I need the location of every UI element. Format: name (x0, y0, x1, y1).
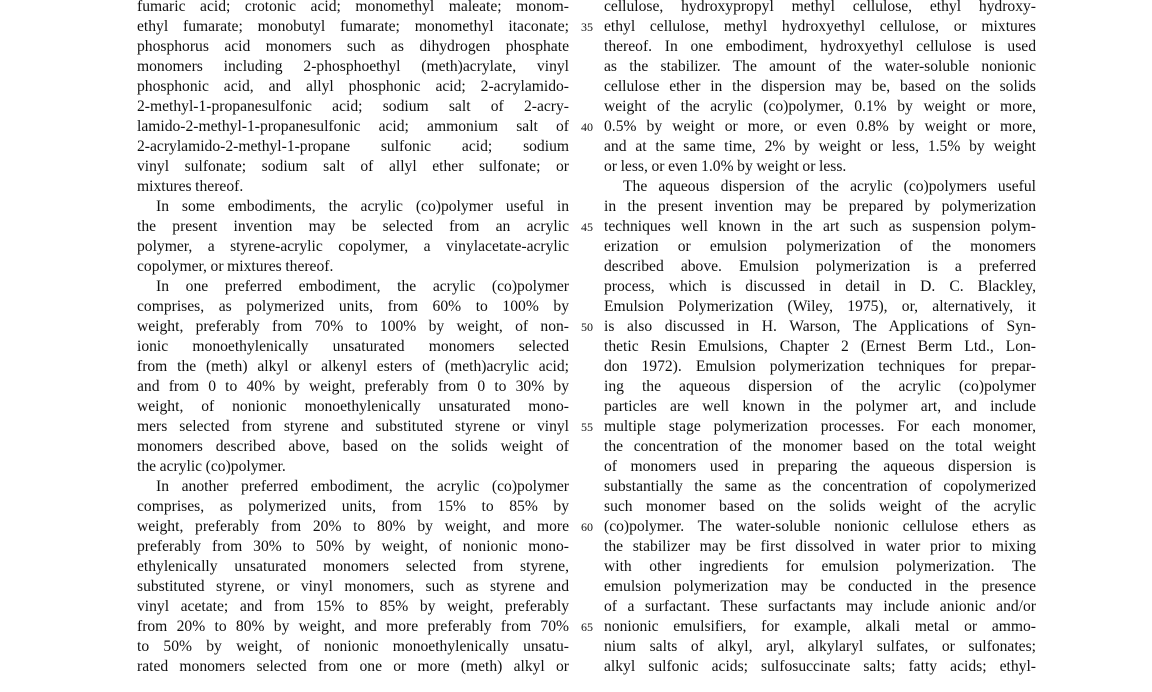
text-line: process, which is discussed in detail in D. C. Blackley, (604, 278, 1036, 295)
text-line: nonionic emulsifiers, for example, alkali metal or ammo- (604, 618, 1036, 635)
text-line: from 20% to 80% by weight, and more preferably from 70% (137, 618, 569, 635)
text-line: vinyl sulfonate; sodium salt of allyl ether sulfonate; or (137, 158, 569, 175)
text-line: to 50% by weight, of nonionic monoethylenically unsatu- (137, 638, 569, 655)
text-line: (co)polymer. The water-soluble nonionic cellulose ethers as (604, 518, 1036, 535)
text-line: such monomer based on the solids weight of the acrylic (604, 498, 1036, 515)
text-line: lamido-2-methyl-1-propanesulfonic acid; ammonium salt of (137, 118, 569, 135)
text-line: with other ingredients for emulsion polymerization. The (604, 558, 1036, 575)
text-line: vinyl acetate; and from 15% to 85% by weight, preferably (137, 598, 569, 615)
line-number: 50 (581, 320, 593, 334)
left-text-column (137, 0, 569, 677)
text-line: copolymer, or mixtures thereof. (137, 258, 334, 275)
text-line: thereof. In one embodiment, hydroxyethyl cellulose is used (604, 38, 1036, 55)
text-line: in the present invention may be prepared by polymerization (604, 198, 1036, 215)
text-line: comprises, as polymerized units, from 15% to 85% by (137, 498, 569, 515)
text-line: of monomers used in preparing the aqueous dispersion is (604, 458, 1036, 475)
text-line: described above. Emulsion polymerization is a preferred (604, 258, 1036, 275)
text-line: weight of the acrylic (co)polymer, 0.1% by weight or more, (604, 98, 1036, 115)
text-line: is also discussed in H. Warson, The Applications of Syn- (604, 318, 1036, 335)
text-line: alkyl sulfonic acids; sulfosuccinate salts; fatty acids; ethyl- (604, 658, 1036, 675)
text-line: ethyl fumarate; monobutyl fumarate; monomethyl itaconate; (137, 18, 569, 35)
text-line: comprises, as polymerized units, from 60% to 100% by (137, 298, 569, 315)
text-line: particles are well known in the polymer art, and include (604, 398, 1036, 415)
text-line: The aqueous dispersion of the acrylic (co)polymers useful (623, 178, 1036, 195)
text-line: monomers including 2-phosphoethyl (meth)acrylate, vinyl (137, 58, 569, 75)
text-line: phosphorus acid monomers such as dihydrogen phosphate (137, 38, 569, 55)
text-line: the acrylic (co)polymer. (137, 458, 286, 475)
text-line: 0.5% by weight or more, or even 0.8% by weight or more, (604, 118, 1036, 135)
text-line: preferably from 30% to 50% by weight, of nonionic mono- (137, 538, 569, 555)
text-line: and at the same time, 2% by weight or less, 1.5% by weight (604, 138, 1036, 155)
line-number: 35 (581, 20, 593, 34)
text-line: monomers described above, based on the solids weight of (137, 438, 569, 455)
line-number: 65 (581, 620, 593, 634)
text-line: ethyl cellulose, methyl hydroxyethyl cellulose, or mixtures (604, 18, 1036, 35)
right-text-column (604, 0, 1036, 677)
line-number: 55 (581, 420, 593, 434)
text-line: In one preferred embodiment, the acrylic (co)polymer (156, 278, 569, 295)
text-line: 2-methyl-1-propanesulfonic acid; sodium salt of 2-acry- (137, 98, 569, 115)
text-line: multiple stage polymerization processes. For each monomer, (604, 418, 1036, 435)
text-line: In another preferred embodiment, the acrylic (co)polymer (156, 478, 569, 495)
text-line: 2-acrylamido-2-methyl-1-propane sulfonic acid; sodium (137, 138, 569, 155)
text-line: the concentration of the monomer based on the total weight (604, 438, 1036, 455)
text-line: weight, preferably from 70% to 100% by weight, of non- (137, 318, 569, 335)
text-line: or less, or even 1.0% by weight or less. (604, 158, 847, 175)
text-line: erization or emulsion polymerization of the monomers (604, 238, 1036, 255)
text-line: emulsion polymerization may be conducted in the presence (604, 578, 1036, 595)
line-number: 45 (581, 220, 593, 234)
text-line: as the stabilizer. The amount of the water-soluble nonionic (604, 58, 1036, 75)
text-line: substituted styrene, or vinyl monomers, such as styrene and (137, 578, 569, 595)
text-line: rated monomers selected from one or more (meth) alkyl or (137, 658, 569, 675)
text-line: of a surfactant. These surfactants may include anionic and/or (604, 598, 1036, 615)
text-line: thetic Resin Emulsions, Chapter 2 (Ernest Berm Ltd., Lon- (604, 338, 1036, 355)
text-line: don 1972). Emulsion polymerization techniques for prepar- (604, 358, 1036, 375)
text-line: the present invention may be selected from an acrylic (137, 218, 569, 235)
text-line: ionic monoethylenically unsaturated monomers selected (137, 338, 569, 355)
text-line: from the (meth) alkyl or alkenyl esters of (meth)acrylic acid; (137, 358, 569, 375)
text-line: weight, of nonionic monoethylenically unsaturated mono- (137, 398, 569, 415)
text-line: polymer, a styrene-acrylic copolymer, a vinylacetate-acrylic (137, 238, 569, 255)
text-line: the stabilizer may be first dissolved in water prior to mixing (604, 538, 1036, 555)
text-line: mixtures thereof. (137, 178, 244, 195)
text-line: In some embodiments, the acrylic (co)polymer useful in (156, 198, 569, 215)
text-line: phosphonic acid, and allyl phosphonic acid; 2-acrylamido- (137, 78, 569, 95)
text-line: cellulose ether in the dispersion may be, based on the solids (604, 78, 1036, 95)
text-line: nium salts of alkyl, aryl, alkylaryl sulfates, or sulfonates; (604, 638, 1036, 655)
text-line: Emulsion Polymerization (Wiley, 1975), or, alternatively, it (604, 298, 1036, 315)
text-line: cellulose, hydroxypropyl methyl cellulose, ethyl hydroxy- (604, 0, 1036, 15)
text-line: fumaric acid; crotonic acid; monomethyl maleate; monom- (137, 0, 569, 15)
line-number: 60 (581, 520, 593, 534)
text-line: ing the aqueous dispersion of the acrylic (co)polymer (604, 378, 1036, 395)
line-number: 40 (581, 120, 593, 134)
text-line: techniques well known in the art such as suspension polym- (604, 218, 1036, 235)
text-line: ethylenically unsaturated monomers selected from styrene, (137, 558, 569, 575)
text-line: substantially the same as the concentration of copolymerized (604, 478, 1036, 495)
text-line: and from 0 to 40% by weight, preferably from 0 to 30% by (137, 378, 569, 395)
text-line: mers selected from styrene and substituted styrene or vinyl (137, 418, 569, 435)
text-line: weight, preferably from 20% to 80% by weight, and more (137, 518, 569, 535)
